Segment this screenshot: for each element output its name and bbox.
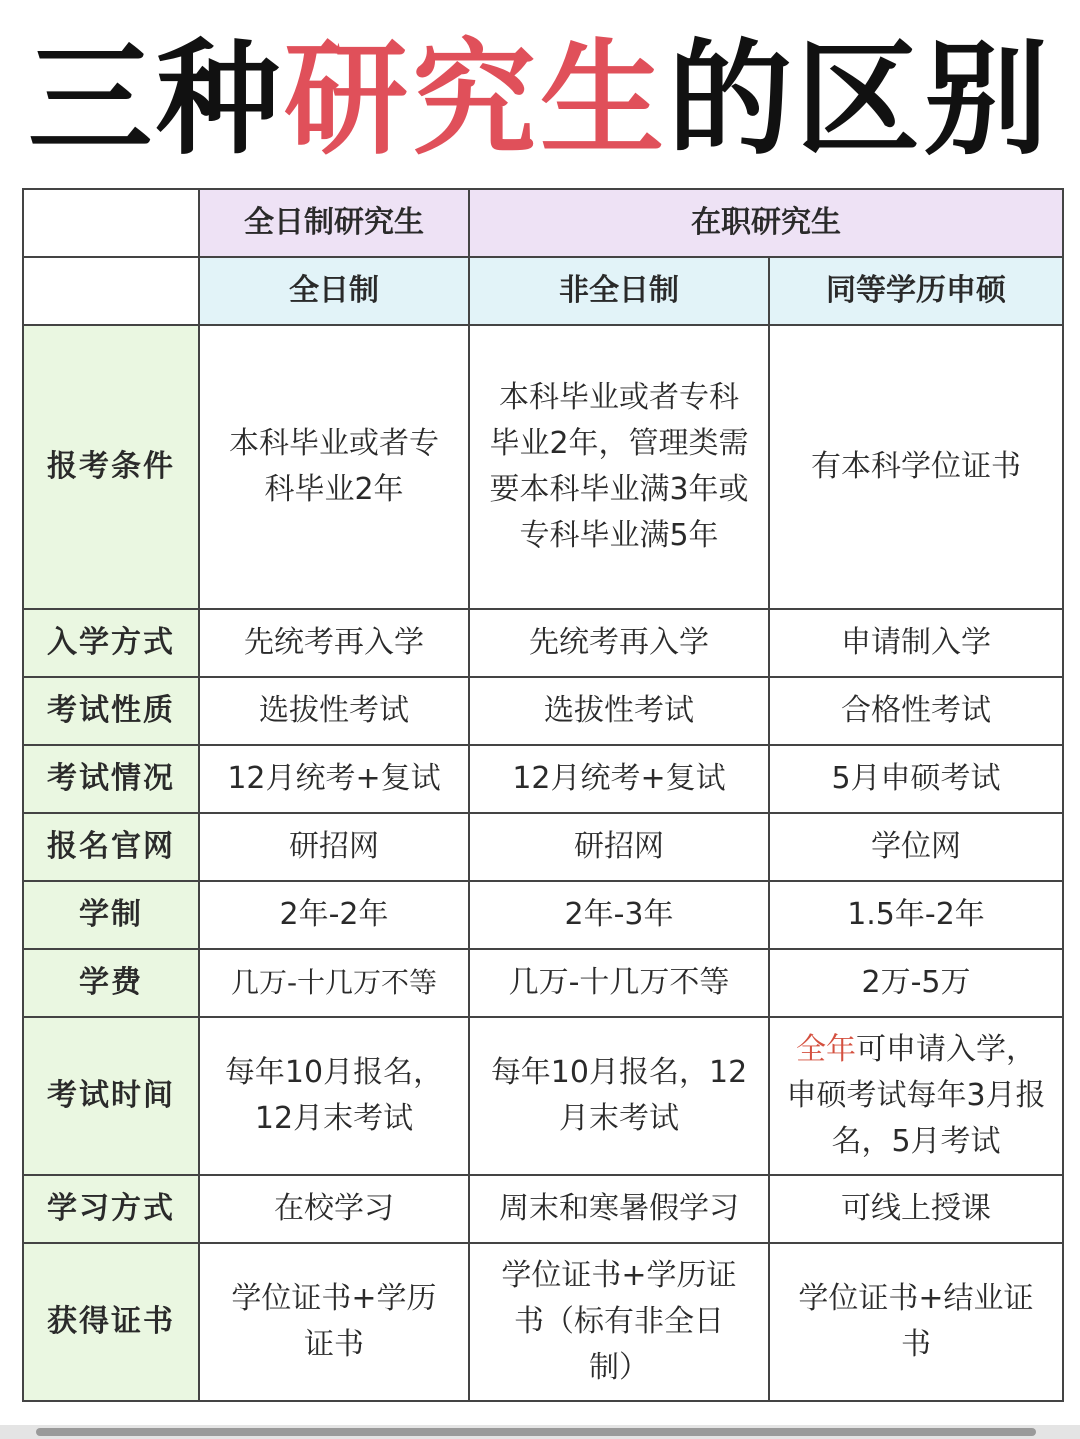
- cell-equivalent: 2万-5万: [769, 949, 1063, 1017]
- cell-equivalent: 学位网: [769, 813, 1063, 881]
- cell-parttime: 学位证书+学历证书（标有非全日制）: [469, 1243, 769, 1401]
- cell-parttime: 选拔性考试: [469, 677, 769, 745]
- cell-parttime: 本科毕业或者专科毕业2年，管理类需要本科毕业满3年或专科毕业满5年: [469, 325, 769, 609]
- cell-fulltime: 学位证书+学历证书: [199, 1243, 469, 1401]
- table-row: [23, 813, 1063, 881]
- comparison-table: [22, 188, 1064, 1402]
- table-row: [23, 1175, 1063, 1243]
- table-row: [23, 1017, 1063, 1175]
- cell-parttime: 周末和寒暑假学习: [469, 1175, 769, 1243]
- table-row: [23, 609, 1063, 677]
- cell-fulltime: 先统考再入学: [199, 609, 469, 677]
- cell-parttime: 先统考再入学: [469, 609, 769, 677]
- header-fulltime: 全日制: [199, 257, 469, 325]
- table-row: [23, 949, 1063, 1017]
- cell-equivalent: 有本科学位证书: [769, 325, 1063, 609]
- cell-equivalent: 1.5年-2年: [769, 881, 1063, 949]
- header-row-top: [23, 189, 1063, 257]
- cell-fulltime: 本科毕业或者专科毕业2年: [199, 325, 469, 609]
- cell-equivalent: 合格性考试: [769, 677, 1063, 745]
- page-title: [0, 30, 1080, 170]
- row-label: 学制: [23, 881, 199, 949]
- title-part-3: 的区别: [668, 28, 1053, 172]
- cell-fulltime: 12月统考+复试: [199, 745, 469, 813]
- cell-parttime: 几万-十几万不等: [469, 949, 769, 1017]
- cell-equivalent: [769, 1017, 1063, 1175]
- cell-equivalent: 5月申硕考试: [769, 745, 1063, 813]
- highlight-text: 全年: [796, 1032, 856, 1067]
- table-row: [23, 325, 1063, 609]
- row-label: 获得证书: [23, 1243, 199, 1401]
- header-parttime: 非全日制: [469, 257, 769, 325]
- cell-parttime: 研招网: [469, 813, 769, 881]
- cell-parttime: 12月统考+复试: [469, 745, 769, 813]
- table-row: [23, 677, 1063, 745]
- cell-fulltime: 2年-2年: [199, 881, 469, 949]
- cell-parttime: 每年10月报名，12月末考试: [469, 1017, 769, 1175]
- header-corner-sub: [23, 257, 199, 325]
- table-row: [23, 1243, 1063, 1401]
- header-equivalent: 同等学历申硕: [769, 257, 1063, 325]
- cell-equivalent: 申请制入学: [769, 609, 1063, 677]
- header-fulltime-graduate: 全日制研究生: [199, 189, 469, 257]
- table-row: [23, 745, 1063, 813]
- cell-fulltime: 几万-十几万不等: [199, 949, 469, 1017]
- title-part-1: 三种: [27, 28, 284, 172]
- cell-fulltime: 每年10月报名，12月末考试: [199, 1017, 469, 1175]
- cell-fulltime: 选拔性考试: [199, 677, 469, 745]
- row-label: 学费: [23, 949, 199, 1017]
- row-label: 报名官网: [23, 813, 199, 881]
- cell-text: 可申请入学，申硕考试每年3月报名，5月考试: [786, 1032, 1046, 1159]
- row-label: 考试情况: [23, 745, 199, 813]
- row-label: 考试性质: [23, 677, 199, 745]
- row-label: 学习方式: [23, 1175, 199, 1243]
- scrollbar-thumb[interactable]: [36, 1428, 1036, 1436]
- table-row: [23, 881, 1063, 949]
- row-label: 入学方式: [23, 609, 199, 677]
- horizontal-scrollbar[interactable]: [0, 1425, 1080, 1439]
- cell-fulltime: 在校学习: [199, 1175, 469, 1243]
- header-row-sub: [23, 257, 1063, 325]
- cell-parttime: 2年-3年: [469, 881, 769, 949]
- cell-equivalent: 学位证书+结业证书: [769, 1243, 1063, 1401]
- row-label: 考试时间: [23, 1017, 199, 1175]
- row-label: 报考条件: [23, 325, 199, 609]
- header-inservice-graduate: 在职研究生: [469, 189, 1063, 257]
- cell-fulltime: 研招网: [199, 813, 469, 881]
- cell-equivalent: 可线上授课: [769, 1175, 1063, 1243]
- title-part-2: 研究生: [283, 28, 668, 172]
- header-corner-top: [23, 189, 199, 257]
